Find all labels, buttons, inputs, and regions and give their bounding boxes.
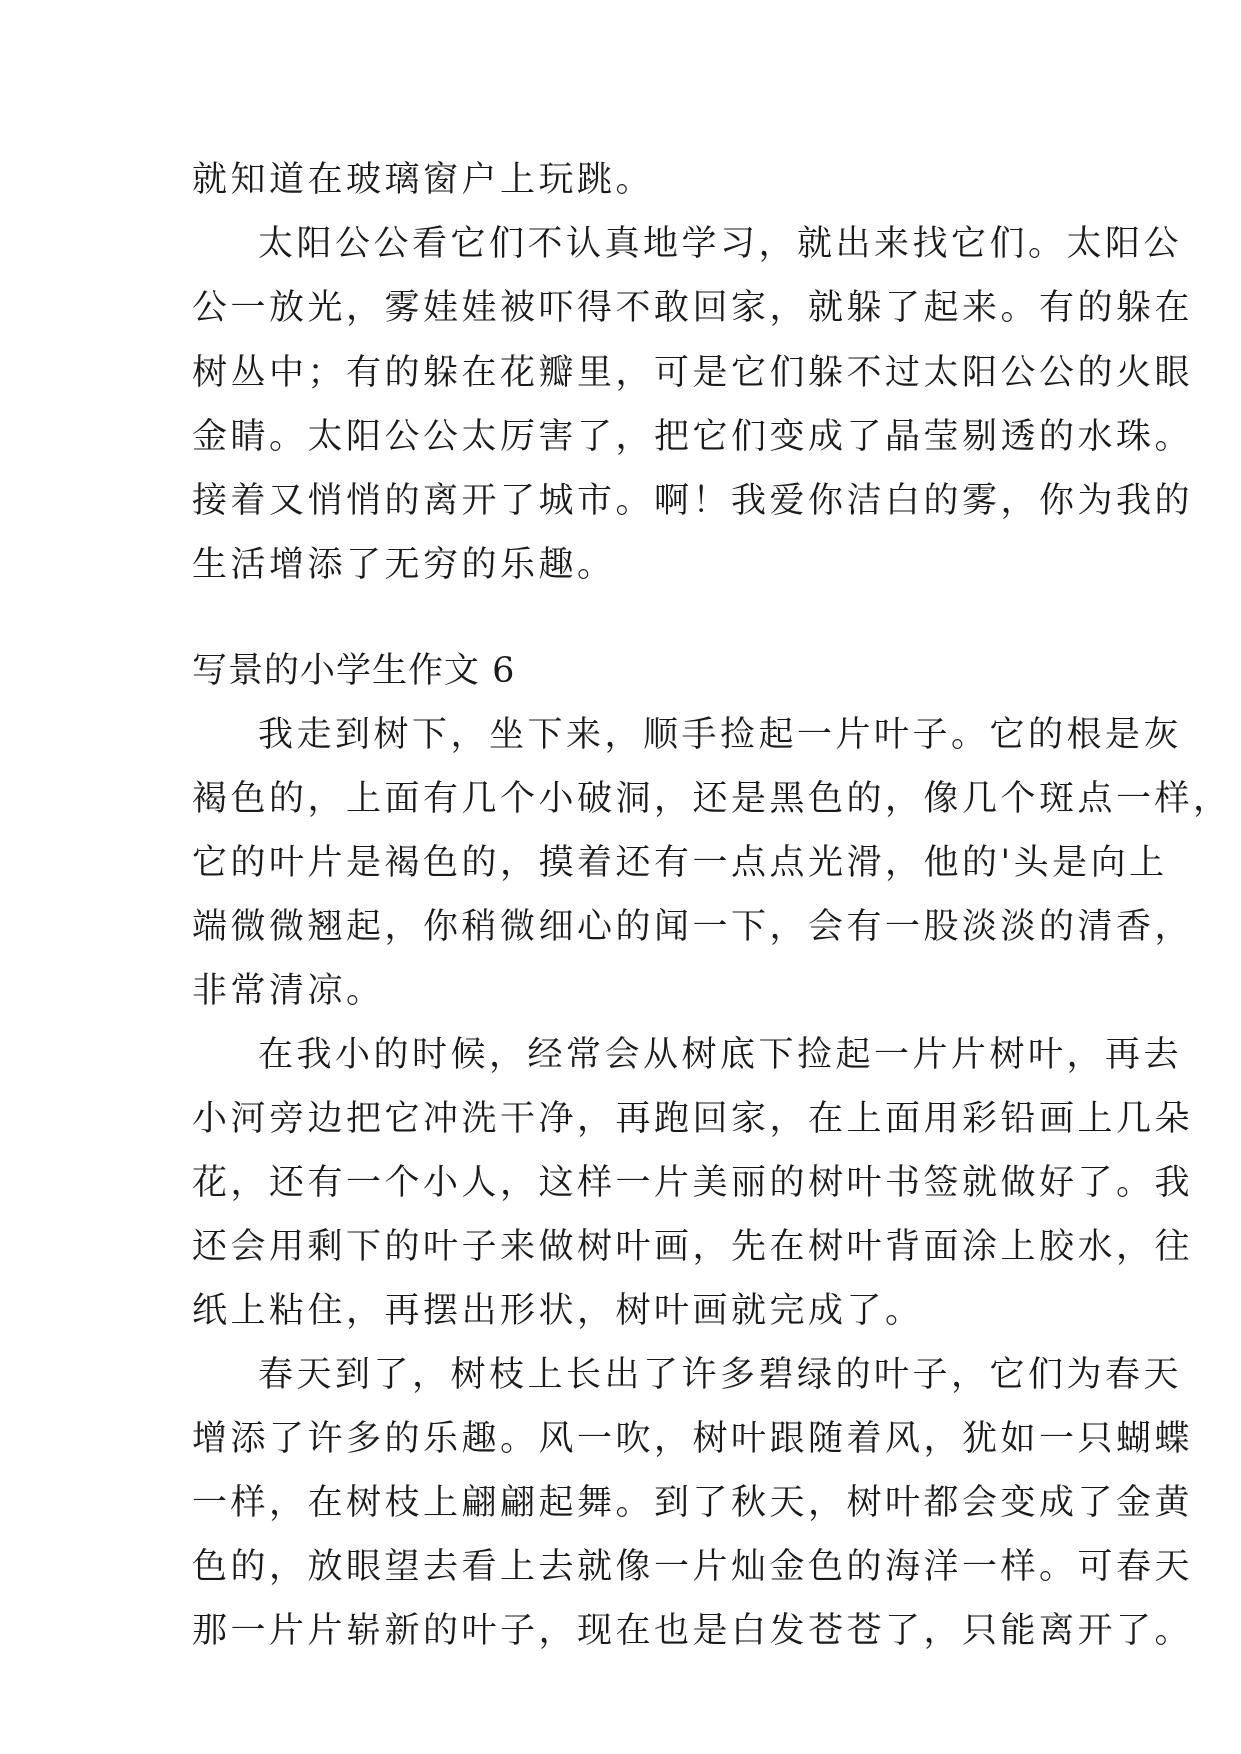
text-line: 端微微翘起，你稍微细心的闻一下，会有一股淡淡的清香，	[192, 907, 1194, 947]
text-line: 还会用剩下的叶子来做树叶画，先在树叶背面涂上胶水，往	[192, 1227, 1194, 1267]
paragraph-first-line: 我走到树下，坐下来，顺手捡起一片叶子。它的根是灰	[258, 715, 1183, 755]
text-line: 一样，在树枝上翩翩起舞。到了秋天，树叶都会变成了金黄	[192, 1483, 1194, 1523]
text-line: 增添了许多的乐趣。风一吹，树叶跟随着风，犹如一只蝴蝶	[192, 1419, 1194, 1459]
text-line: 纸上粘住，再摆出形状，树叶画就完成了。	[192, 1291, 924, 1331]
text-line: 就知道在玻璃窗户上玩跳。	[192, 160, 655, 200]
text-line: 生活增添了无穷的乐趣。	[192, 545, 616, 585]
paragraph-first-line: 在我小的时候，经常会从树底下捡起一片片树叶，再去	[258, 1035, 1183, 1075]
text-line: 褐色的，上面有几个小破洞，还是黑色的，像几个斑点一样，	[192, 779, 1232, 819]
text-line: 小河旁边把它冲洗干净，再跑回家，在上面用彩铅画上几朵	[192, 1099, 1194, 1139]
text-line: 树丛中；有的躲在花瓣里，可是它们躲不过太阳公公的火眼	[192, 353, 1194, 393]
text-line: 它的叶片是褐色的，摸着还有一点点光滑，他的'头是向上	[192, 843, 1168, 883]
text-line: 那一片片崭新的叶子，现在也是白发苍苍了，只能离开了。	[192, 1611, 1194, 1651]
paragraph-first-line: 春天到了，树枝上长出了许多碧绿的叶子，它们为春天	[258, 1355, 1183, 1395]
text-line: 金睛。太阳公公太厉害了，把它们变成了晶莹剔透的水珠。	[192, 417, 1194, 457]
section-heading: 写景的小学生作文 6	[192, 651, 516, 691]
text-line: 色的，放眼望去看上去就像一片灿金色的海洋一样。可春天	[192, 1547, 1194, 1587]
text-line: 花，还有一个小人，这样一片美丽的树叶书签就做好了。我	[192, 1163, 1194, 1203]
text-line: 非常清凉。	[192, 971, 385, 1011]
text-line: 接着又悄悄的离开了城市。啊！我爱你洁白的雾，你为我的	[192, 481, 1194, 521]
text-line: 公一放光，雾娃娃被吓得不敢回家，就躲了起来。有的躲在	[192, 288, 1194, 328]
paragraph-first-line: 太阳公公看它们不认真地学习，就出来找它们。太阳公	[258, 224, 1183, 264]
